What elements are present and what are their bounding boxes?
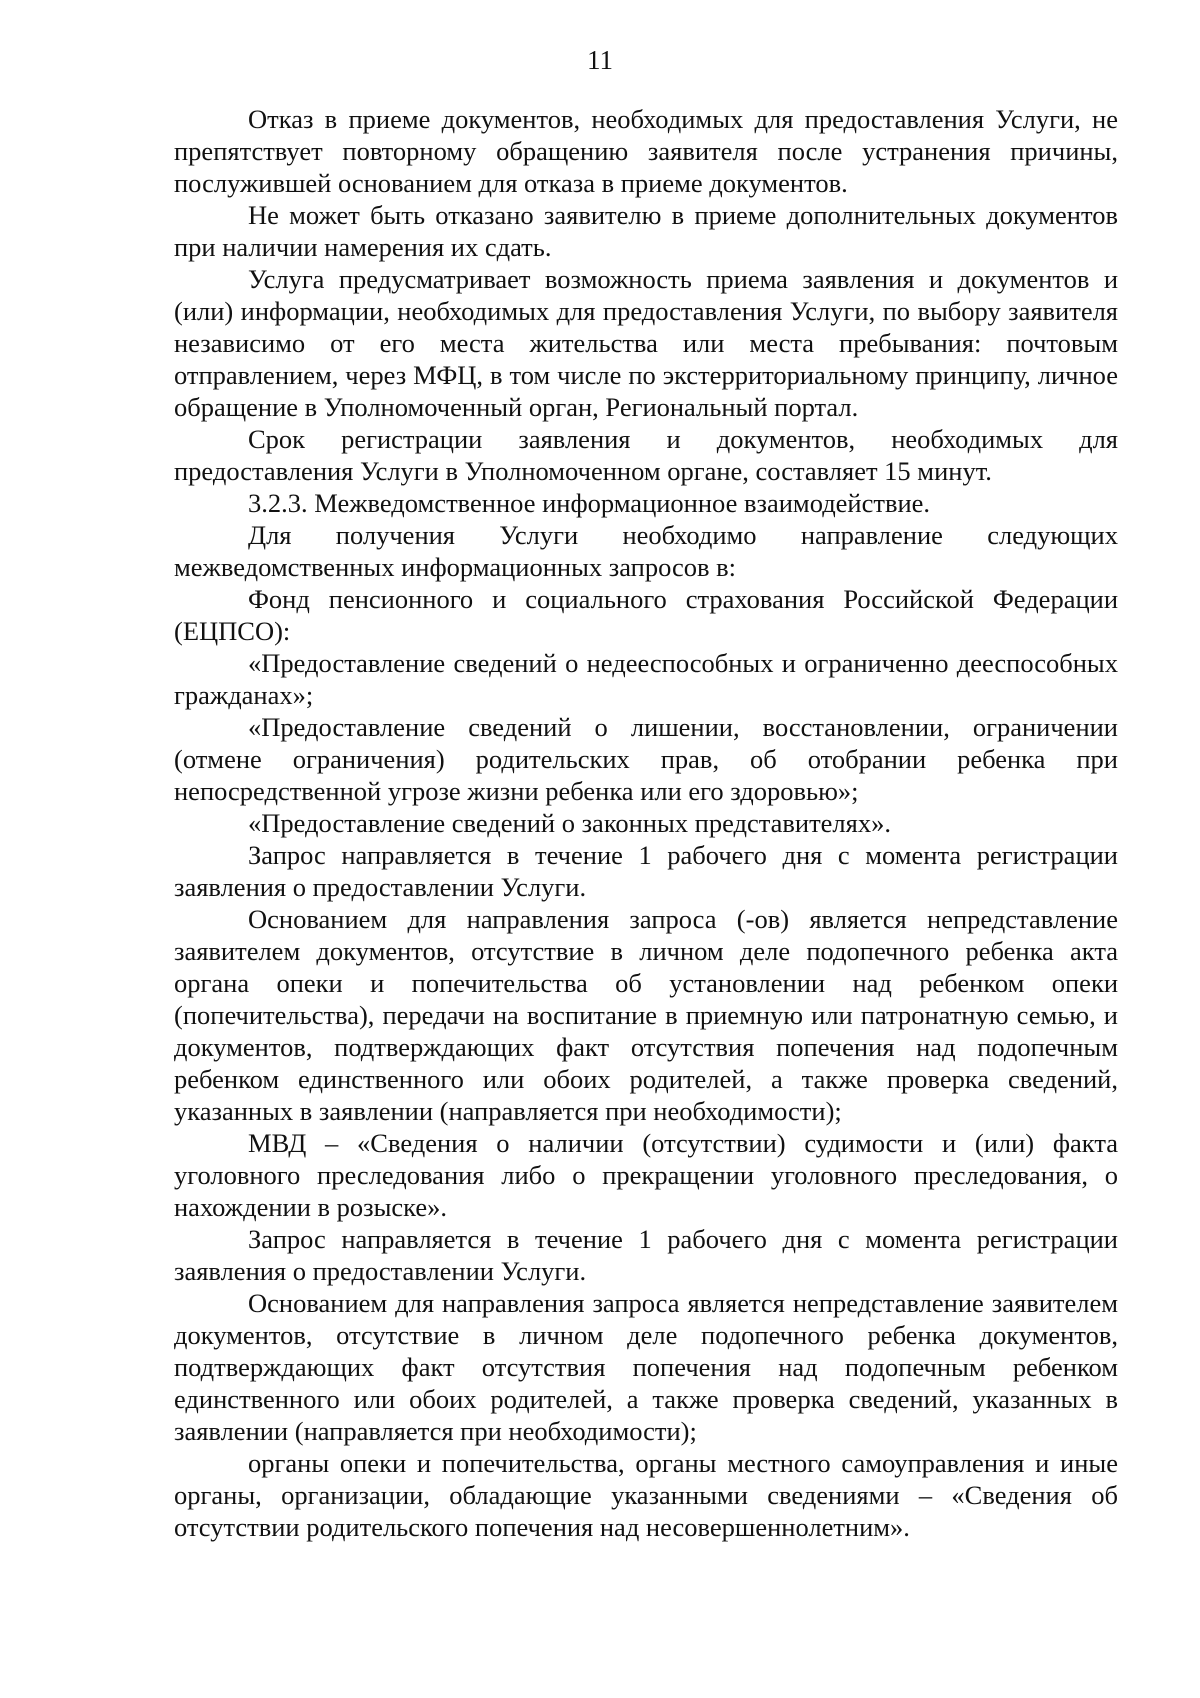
- list-item-parental-rights: «Предоставление сведений о лишении, восстановлении, ограничении (отмене ограничения) родительских прав, об отобрании ребенка при непосредственной угрозе жизни ребенка или его здоровью»;: [174, 712, 1118, 806]
- document-body: [174, 103, 1118, 1543]
- paragraph-refusal: Отказ в приеме документов, необходимых для предоставления Услуги, не препятствует повторному обращению заявителя после устранения причины, послужившей основанием для отказа в приеме документов.: [174, 104, 1118, 198]
- paragraph-pension-fund: Фонд пенсионного и социального страхования Российской Федерации (ЕЦПСО):: [174, 584, 1118, 646]
- paragraph-request-timing-1: Запрос направляется в течение 1 рабочего дня с момента регистрации заявления о предоставлении Услуги.: [174, 840, 1118, 902]
- paragraph-mvd: МВД – «Сведения о наличии (отсутствии) судимости и (или) факта уголовного преследования либо о прекращении уголовного преследования, о нахождении в розыске».: [174, 1128, 1118, 1222]
- paragraph-request-grounds-1: Основанием для направления запроса (-ов) является непредставление заявителем документов, отсутствие в личном деле подопечного ребенка акта органа опеки и попечительства об установлении над ребенком опеки (попечительства), передачи на воспитание в приемную или патронатную семью, и документов, подтверждающих факт отсутствия попечения над подопечным ребенком единственного или обоих родителей, а также проверка сведений, указанных в заявлении (направляется при необходимости);: [174, 904, 1118, 1126]
- paragraph-guardianship-bodies: органы опеки и попечительства, органы местного самоуправления и иные органы, организации, обладающие указанными сведениями – «Сведения об отсутствии родительского попечения над несовершеннолетним».: [174, 1448, 1118, 1542]
- paragraph-request-grounds-2: Основанием для направления запроса является непредставление заявителем документов, отсутствие в личном деле подопечного ребенка документов, подтверждающих факт отсутствия попечения над подопечным ребенком единственного или обоих родителей, а также проверка сведений, указанных в заявлении (направляется при необходимости);: [174, 1288, 1118, 1446]
- page-number: 11: [587, 45, 613, 75]
- paragraph-registration-term: Срок регистрации заявления и документов, необходимых для предоставления Услуги в Уполномоченном органе, составляет 15 минут.: [174, 424, 1118, 486]
- paragraph-interagency-requests: Для получения Услуги необходимо направление следующих межведомственных информационных запросов в:: [174, 520, 1118, 582]
- list-item-legal-representatives: «Предоставление сведений о законных представителях».: [248, 808, 891, 838]
- list-item-incapacitated: «Предоставление сведений о недееспособных и ограниченно дееспособных гражданах»;: [174, 648, 1118, 710]
- paragraph-submission-methods: Услуга предусматривает возможность приема заявления и документов и (или) информации, необходимых для предоставления Услуги, по выбору заявителя независимо от его места жительства или места пребывания: почтовым отправлением, через МФЦ, в том числе по экстерриториальному принципу, личное обращение в Уполномоченный орган, Региональный портал.: [174, 264, 1118, 422]
- paragraph-no-refusal: Не может быть отказано заявителю в приеме дополнительных документов при наличии намерения их сдать.: [174, 200, 1118, 262]
- paragraph-request-timing-2: Запрос направляется в течение 1 рабочего дня с момента регистрации заявления о предоставлении Услуги.: [174, 1224, 1118, 1286]
- section-heading-3-2-3: 3.2.3. Межведомственное информационное взаимодействие.: [248, 488, 931, 518]
